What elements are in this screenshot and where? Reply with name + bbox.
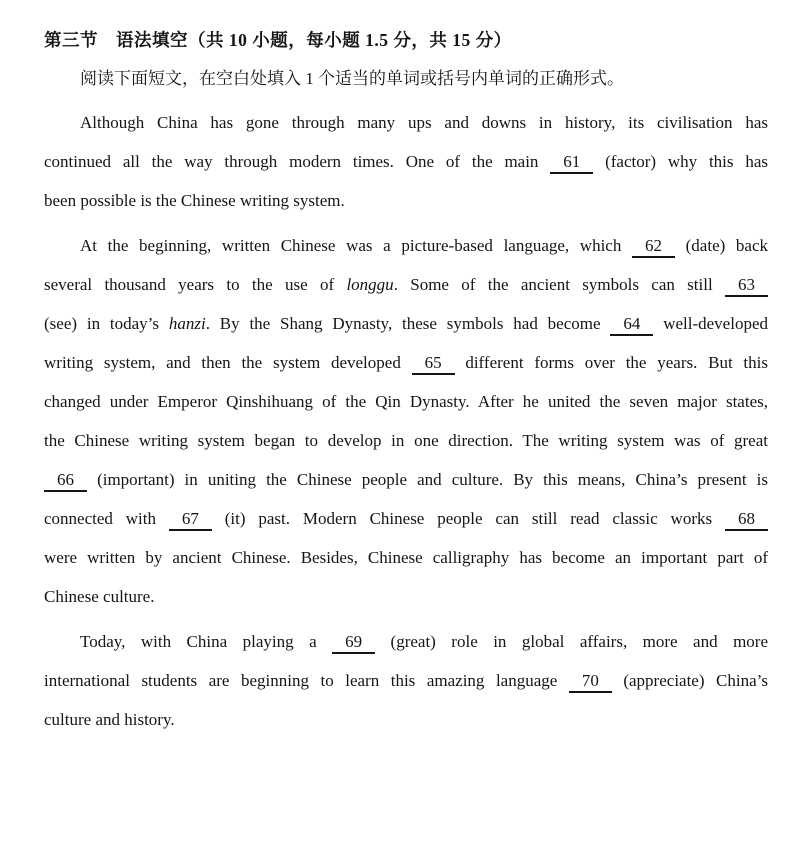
passage-line: (see) in today’s hanzi. By the Shang Dynasty, these symbols had become 64 well-developed: [44, 304, 768, 343]
passage-line: were written by ancient Chinese. Besides, Chinese calligraphy has become an important part of: [44, 548, 768, 567]
passage-line: continued all the way through modern times. One of the main 61 (factor) why this has: [44, 142, 768, 181]
passage-line: Today, with China playing a 69 (great) role in global affairs, more and more: [44, 622, 768, 661]
blank-64: 64: [610, 313, 653, 336]
passage-line: At the beginning, written Chinese was a picture-based language, which 62 (date) back: [44, 226, 768, 265]
passage-line: international students are beginning to learn this amazing language 70 (appreciate) China’s: [44, 661, 768, 700]
passage-line: been possible is the Chinese writing system.: [44, 191, 345, 210]
passage-line: several thousand years to the use of longgu. Some of the ancient symbols can still 63: [44, 265, 768, 304]
blank-68: 68: [725, 508, 768, 531]
passage-line: Chinese culture.: [44, 587, 155, 606]
blank-69: 69: [332, 631, 375, 654]
passage-line: 66 (important) in uniting the Chinese people and culture. By this means, China’s present is: [44, 460, 768, 499]
italic-term: longgu: [346, 275, 394, 294]
passage-line: Although China has gone through many ups and downs in history, its civilisation has: [80, 113, 768, 132]
blank-65: 65: [412, 352, 455, 375]
blank-70: 70: [569, 670, 612, 693]
paragraph-1: [44, 103, 768, 220]
italic-term: hanzi: [168, 314, 206, 333]
paragraph-2: [44, 226, 768, 616]
passage-line: writing system, and then the system developed 65 different forms over the years. But this: [44, 343, 768, 382]
blank-63: 63: [725, 274, 768, 297]
passage: [44, 103, 768, 739]
passage-line: culture and history.: [44, 710, 175, 729]
paragraph-3: [44, 622, 768, 739]
section-instruction: 阅读下面短文，在空白处填入 1 个适当的单词或括号内单词的正确形式。: [80, 69, 624, 88]
blank-62: 62: [632, 235, 675, 258]
section-title: 第三节 语法填空（共 10 小题，每小题 1.5 分，共 15 分）: [44, 30, 512, 50]
passage-line: the Chinese writing system began to develop in one direction. The writing system was of great: [44, 431, 768, 450]
blank-66: 66: [44, 469, 87, 492]
blank-61: 61: [550, 151, 593, 174]
passage-line: changed under Emperor Qinshihuang of the Qin Dynasty. After he united the seven major states,: [44, 392, 768, 411]
blank-67: 67: [169, 508, 212, 531]
passage-line: connected with 67 (it) past. Modern Chinese people can still read classic works 68: [44, 499, 768, 538]
